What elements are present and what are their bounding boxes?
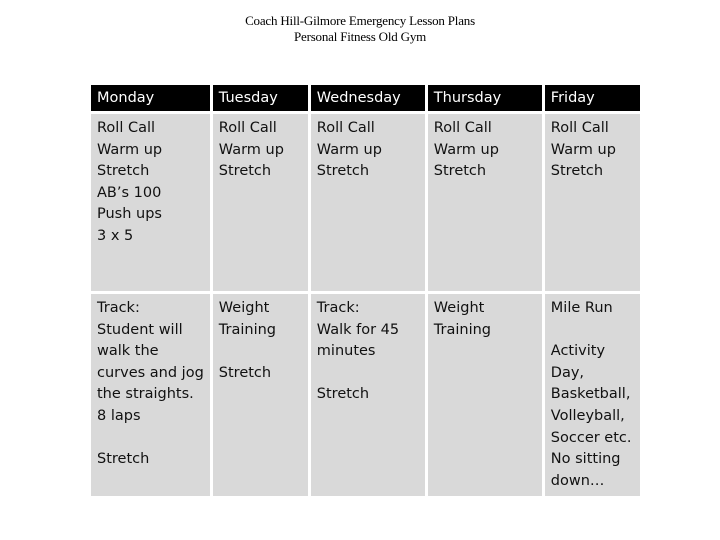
cell-text-line: Stretch [316,163,370,180]
header-friday: Friday [545,85,640,111]
cell-text-line: Stretch [550,163,604,180]
cell-row2-thursday [428,294,542,496]
cell-text-line: Weight [433,300,485,316]
cell-text-line: Warm up [433,141,499,158]
cell-row1-wednesday [311,114,425,291]
table-row [91,114,640,291]
cell-text-line: minutes [316,343,376,360]
cell-text-line: Roll Call [316,120,375,136]
blank-line [97,428,204,450]
title-line-2: Personal Fitness Old Gym [293,29,427,44]
cell-row2-tuesday [213,294,308,496]
cell-text-line: Mile Run [550,300,613,316]
document-title [0,13,720,45]
title-line-1: Coach Hill-Gilmore Emergency Lesson Plans [245,13,475,28]
header-wednesday: Wednesday [311,85,425,111]
cell-text-line: Warm up [218,141,284,158]
cell-text-line: Activity [550,343,606,360]
cell-text-line: Weight [218,300,270,316]
cell-text-line: Warm up [97,141,163,158]
cell-row1-thursday [428,114,542,291]
cell-text-line: Warm up [550,141,616,158]
cell-text-line: Stretch [218,364,272,381]
cell-text-line: Day, [550,364,585,381]
cell-text-line: Training [433,321,492,338]
cell-text-line: 8 laps [97,407,141,424]
cell-row1-monday [91,114,210,291]
cell-text-line: 3 x 5 [97,227,134,244]
cell-row2-monday [91,294,210,496]
cell-text-line: the straights. [97,386,194,403]
blank-line [551,320,634,342]
cell-text-line: curves and jog [97,364,204,381]
cell-text-line: Push ups [97,206,162,223]
header-tuesday: Tuesday [213,85,308,111]
header-monday: Monday [91,85,210,111]
cell-text-line: Roll Call [433,120,492,136]
cell-text-line: Warm up [316,141,382,158]
cell-text-line: Stretch [97,163,150,180]
cell-text-line: Roll Call [97,120,156,136]
cell-text-line: Stretch [433,163,487,180]
cell-text-line: Roll Call [550,120,609,136]
blank-line [317,363,419,385]
cell-text-line: Stretch [97,451,150,468]
blank-line [219,341,302,363]
cell-text-line: Stretch [316,386,370,403]
cell-text-line: down… [550,472,605,489]
cell-text-line: Soccer etc. [550,429,632,446]
cell-text-line: Basketball, [550,386,631,403]
cell-text-line: No sitting [550,451,621,468]
cell-text-line: Volleyball, [550,407,625,424]
cell-text-line: Training [218,321,277,338]
lesson-plan-table [88,82,643,499]
cell-text-line: AB’s 100 [97,184,162,201]
cell-text-line: Student will [97,321,183,338]
cell-text-line: Walk for 45 [316,321,400,338]
cell-text-line: Track: [316,300,360,316]
cell-row2-friday [545,294,640,496]
table-row [91,294,640,496]
cell-text-line: Roll Call [218,120,277,136]
cell-text-line: Track: [97,300,140,316]
cell-row1-friday [545,114,640,291]
header-row [91,85,640,111]
cell-row2-wednesday [311,294,425,496]
cell-text-line: walk the [97,343,159,360]
cell-text-line: Stretch [218,163,272,180]
cell-row1-tuesday [213,114,308,291]
header-thursday: Thursday [428,85,542,111]
